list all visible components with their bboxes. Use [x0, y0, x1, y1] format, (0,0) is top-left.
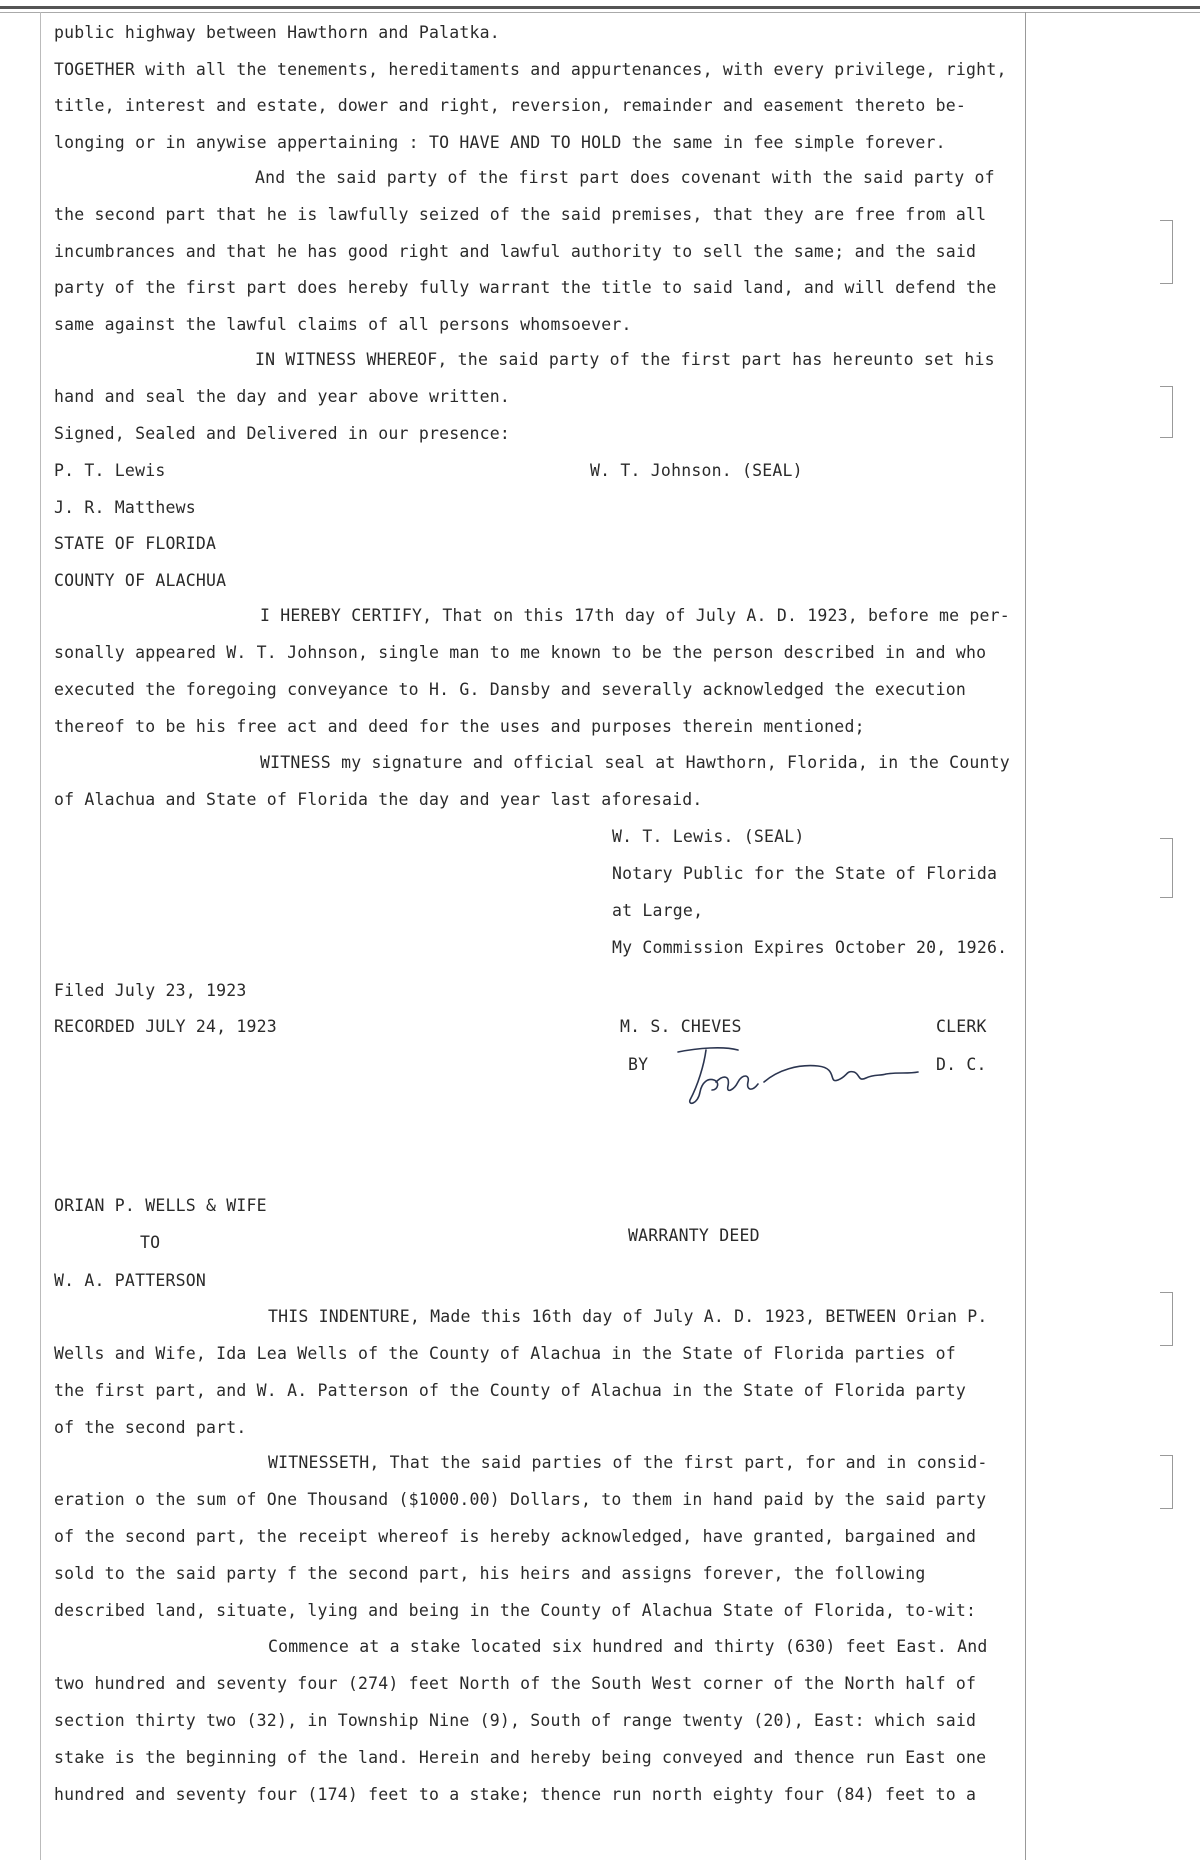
deed-type-heading: WARRANTY DEED	[628, 1226, 760, 1245]
deed1-line: same against the lawful claims of all persons whomsoever.	[54, 315, 632, 334]
clerk-title: CLERK	[936, 1017, 987, 1036]
deed2-line: of the second part, the receipt whereof is hereby acknowledged, have granted, bargained and	[54, 1527, 977, 1546]
deed1-line: title, interest and estate, dower and right, reversion, remainder and easement thereto be-	[54, 96, 967, 115]
witness-name: J. R. Matthews	[54, 498, 196, 517]
notary-title: Notary Public for the State of Florida	[612, 864, 998, 883]
notary-signature: W. T. Lewis. (SEAL)	[612, 827, 805, 846]
testimonium-line: IN WITNESS WHEREOF, the said party of the first part has hereunto set his	[255, 350, 995, 369]
deputy-clerk-label: D. C.	[936, 1055, 987, 1074]
witness-name: P. T. Lewis	[54, 461, 166, 480]
page-top-rule-thin	[0, 12, 1200, 13]
land-description-line: two hundred and seventy four (274) feet North of the South West corner of the North half of	[54, 1674, 977, 1693]
to-label: TO	[140, 1233, 161, 1252]
deed2-line: WITNESSETH, That the said parties of the first part, for and in consid-	[268, 1453, 988, 1472]
certificate-line: thereof to be his free act and deed for the uses and purposes therein mentioned;	[54, 717, 865, 736]
land-description-line: hundred and seventy four (174) feet to a stake; thence run north eighty four (84) feet to a	[54, 1785, 977, 1804]
attestation-line: Signed, Sealed and Delivered in our presence:	[54, 424, 511, 443]
grantor-signature: W. T. Johnson. (SEAL)	[590, 461, 803, 480]
deed2-line: the first part, and W. A. Patterson of the County of Alachua in the State of Florida party	[54, 1381, 967, 1400]
notary-commission: My Commission Expires October 20, 1926.	[612, 938, 1008, 957]
land-description-line: stake is the beginning of the land. Herein and hereby being conveyed and thence run East one	[54, 1748, 987, 1767]
page-top-rule	[0, 6, 1200, 9]
margin-bracket	[1160, 838, 1173, 898]
grantee-heading: W. A. PATTERSON	[54, 1271, 207, 1290]
deed1-line: incumbrances and that he has good right and lawful authority to sell the same; and the said	[54, 242, 977, 261]
deed2-line: Wells and Wife, Ida Lea Wells of the County of Alachua in the State of Florida parties of	[54, 1344, 956, 1363]
deed1-line: longing or in anywise appertaining : TO HAVE AND TO HOLD the same in fee simple forever.	[54, 133, 946, 152]
certificate-line: of Alachua and State of Florida the day and year last aforesaid.	[54, 790, 703, 809]
certificate-line: WITNESS my signature and official seal at Hawthorn, Florida, in the County	[260, 753, 1010, 772]
deed2-line: described land, situate, lying and being in the County of Alachua State of Florida, to-wit:	[54, 1601, 977, 1620]
certificate-line: sonally appeared W. T. Johnson, single man to me known to be the person described in and who	[54, 643, 987, 662]
recorded-date: RECORDED JULY 24, 1923	[54, 1017, 277, 1036]
deputy-clerk-handwritten-signature	[668, 1030, 928, 1110]
notary-jurisdiction: at Large,	[612, 901, 704, 920]
filed-date: Filed July 23, 1923	[54, 981, 247, 1000]
deed1-line: party of the first part does hereby fully warrant the title to said land, and will defend the	[54, 278, 997, 297]
margin-bracket	[1160, 220, 1173, 284]
deed1-line: the second part that he is lawfully seized of the said premises, that they are free from all	[54, 205, 987, 224]
by-label: BY	[628, 1055, 649, 1074]
deed2-line: THIS INDENTURE, Made this 16th day of July A. D. 1923, BETWEEN Orian P.	[268, 1307, 988, 1326]
grantor-heading: ORIAN P. WELLS & WIFE	[54, 1196, 267, 1215]
land-description-line: Commence at a stake located six hundred and thirty (630) feet East. And	[268, 1637, 988, 1656]
deed1-line: And the said party of the first part does covenant with the said party of	[255, 168, 995, 187]
deed2-line: of the second part.	[54, 1418, 247, 1437]
deed1-line: hand and seal the day and year above written.	[54, 387, 511, 406]
certificate-line: executed the foregoing conveyance to H. G. Dansby and severally acknowledged the execution	[54, 680, 967, 699]
clerk-name: M. S. CHEVES	[620, 1017, 742, 1036]
deed2-line: sold to the said party f the second part, his heirs and assigns forever, the following	[54, 1564, 926, 1583]
venue-county: COUNTY OF ALACHUA	[54, 571, 227, 590]
right-margin-rule	[1025, 12, 1026, 1860]
deed1-line: public highway between Hawthorn and Palatka.	[54, 23, 500, 42]
land-description-line: section thirty two (32), in Township Nine (9), South of range twenty (20), East: which said	[54, 1711, 977, 1730]
deed2-line: eration o the sum of One Thousand ($1000.00) Dollars, to them in hand paid by the said party	[54, 1490, 987, 1509]
left-margin-rule	[40, 12, 41, 1860]
deed1-line: TOGETHER with all the tenements, hereditaments and appurtenances, with every privilege, right,	[54, 60, 1007, 79]
margin-bracket	[1160, 1292, 1173, 1346]
venue-state: STATE OF FLORIDA	[54, 534, 217, 553]
margin-bracket	[1160, 1455, 1173, 1509]
certificate-line: I HEREBY CERTIFY, That on this 17th day of July A. D. 1923, before me per-	[260, 606, 1010, 625]
margin-bracket	[1160, 386, 1173, 438]
